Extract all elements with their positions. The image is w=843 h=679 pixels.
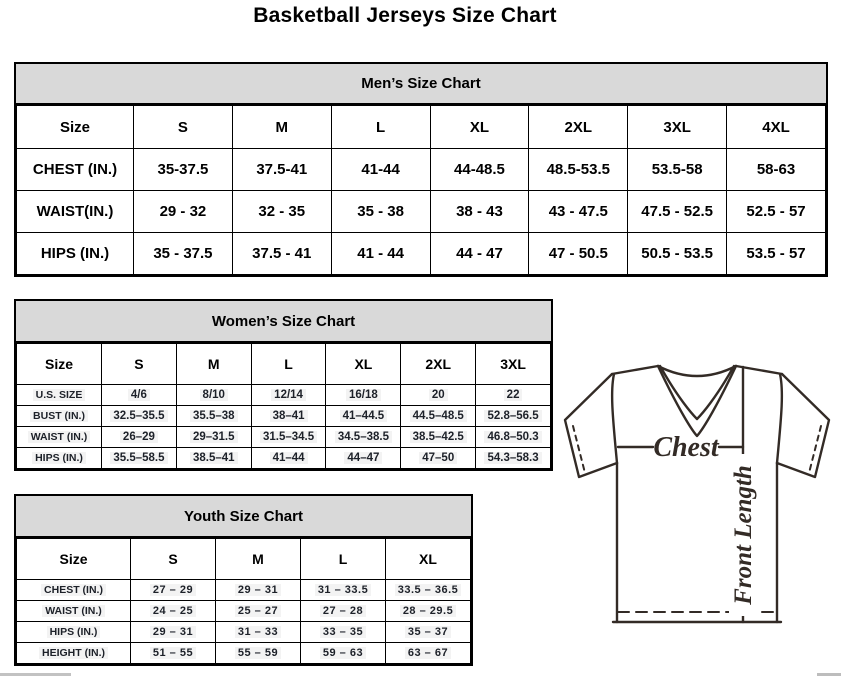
table-cell: [331, 149, 430, 191]
table-cell: [476, 385, 551, 406]
table-cell: [216, 580, 301, 601]
table-cell: [102, 448, 177, 469]
column-header: S: [134, 106, 233, 149]
column-header: S: [131, 539, 216, 580]
column-header: XL: [430, 106, 529, 149]
table-cell: [628, 191, 727, 233]
column-header: XL: [386, 539, 471, 580]
table-cell: [134, 191, 233, 233]
cell-value: 52.8–56.5: [484, 410, 541, 422]
header-row: [17, 539, 471, 580]
cell-value: 44-48.5: [454, 161, 505, 178]
cell-value: 27 – 29: [150, 584, 196, 596]
table-cell: [216, 601, 301, 622]
table-row: [17, 448, 551, 469]
cell-value: 32.5–35.5: [110, 410, 167, 422]
cell-value: 53.5 - 57: [746, 245, 806, 262]
table-cell: [251, 406, 326, 427]
table-row: [17, 233, 826, 275]
mens-size-chart: [14, 62, 828, 277]
table-cell: [102, 427, 177, 448]
table-cell: [529, 149, 628, 191]
horizontal-scrollbar-fragment[interactable]: [0, 673, 71, 676]
cell-value: 44–47: [344, 452, 382, 464]
womens-size-chart: [14, 299, 553, 471]
cell-value: 8/10: [200, 389, 228, 401]
cell-value: 16/18: [346, 389, 381, 401]
table-cell: [529, 233, 628, 275]
cell-value: 35 – 37: [405, 626, 451, 638]
table-cell: [251, 427, 326, 448]
cell-value: 37.5-41: [256, 161, 308, 178]
cell-value: 28 – 29.5: [400, 605, 456, 617]
table-cell: [134, 233, 233, 275]
cell-value: 51 – 55: [150, 647, 196, 659]
header-row: [17, 106, 826, 149]
table-row: [17, 191, 826, 233]
row-label: CHEST (IN.): [41, 584, 106, 596]
jersey-measurement-diagram: [552, 356, 842, 674]
table-cell: [131, 580, 216, 601]
cell-value: 41–44.5: [340, 410, 388, 422]
cell-value: 59 – 63: [320, 647, 366, 659]
row-label: WAIST (IN.): [42, 605, 105, 617]
jersey-shoulder-left: [612, 366, 658, 374]
page-title: Basketball Jerseys Size Chart: [253, 4, 557, 27]
cell-value: 29 – 31: [150, 626, 196, 638]
column-header: 4XL: [727, 106, 826, 149]
row-label-cell: [17, 580, 131, 601]
row-label: WAIST (IN.): [28, 431, 91, 443]
womens-size-table: [16, 343, 551, 469]
table-row: [17, 406, 551, 427]
cell-value: 35 - 38: [357, 203, 404, 220]
cell-value: 25 – 27: [235, 605, 281, 617]
cell-value: 29 - 32: [159, 203, 207, 220]
row-label-cell: [17, 622, 131, 643]
table-cell: [131, 622, 216, 643]
table-cell: [176, 448, 251, 469]
jersey-cuff-left: [573, 426, 585, 473]
table-cell: [216, 622, 301, 643]
table-cell: [727, 191, 826, 233]
table-row: [17, 643, 471, 664]
cell-value: 29–31.5: [190, 431, 238, 443]
table-cell: [430, 191, 529, 233]
table-cell: [401, 406, 476, 427]
cell-value: 55 – 59: [235, 647, 281, 659]
table-cell: [430, 149, 529, 191]
table-row: [17, 427, 551, 448]
cell-value: 33 – 35: [320, 626, 366, 638]
cell-value: 24 – 25: [150, 605, 196, 617]
row-label: HIPS (IN.): [40, 245, 110, 262]
jersey-seam-right: [777, 374, 782, 463]
table-cell: [386, 643, 471, 664]
table-row: [17, 622, 471, 643]
table-cell: [176, 385, 251, 406]
table-cell: [216, 643, 301, 664]
row-label-cell: [17, 601, 131, 622]
column-header: XL: [326, 344, 401, 385]
cell-value: 26–29: [120, 431, 158, 443]
womens-chart-title: Women’s Size Chart: [16, 301, 551, 343]
row-label-cell: [17, 427, 102, 448]
table-cell: [232, 149, 331, 191]
table-row: [17, 149, 826, 191]
row-label-cell: [17, 643, 131, 664]
column-header: 2XL: [529, 106, 628, 149]
cell-value: 35.5–58.5: [110, 452, 167, 464]
column-header: 3XL: [476, 344, 551, 385]
table-cell: [529, 191, 628, 233]
cell-value: 47–50: [419, 452, 457, 464]
cell-value: 44 - 47: [456, 245, 503, 262]
cell-value: 63 – 67: [405, 647, 451, 659]
cell-value: 48.5-53.5: [546, 161, 610, 178]
cell-value: 47 - 50.5: [548, 245, 608, 262]
column-header: Size: [17, 106, 134, 149]
table-cell: [251, 448, 326, 469]
cell-value: 38.5–41: [190, 452, 238, 464]
cell-value: 35.5–38: [190, 410, 238, 422]
table-cell: [301, 580, 386, 601]
table-cell: [386, 601, 471, 622]
cell-value: 31 – 33: [235, 626, 281, 638]
table-row: [17, 385, 551, 406]
table-cell: [386, 580, 471, 601]
youth-chart-title: Youth Size Chart: [16, 496, 471, 538]
table-cell: [134, 149, 233, 191]
cell-value: 54.3–58.3: [484, 452, 541, 464]
table-cell: [232, 233, 331, 275]
column-header: M: [216, 539, 301, 580]
row-label: HIPS (IN.): [32, 452, 86, 464]
column-header: L: [251, 344, 326, 385]
table-cell: [401, 427, 476, 448]
column-header: 3XL: [628, 106, 727, 149]
horizontal-scrollbar-fragment[interactable]: [817, 673, 841, 676]
cell-value: 35 - 37.5: [153, 245, 213, 262]
cell-value: 53.5-58: [651, 161, 703, 178]
cell-value: 32 - 35: [258, 203, 306, 220]
cell-value: 46.8–50.3: [484, 431, 541, 443]
table-cell: [176, 406, 251, 427]
table-cell: [628, 233, 727, 275]
cell-value: 58-63: [756, 161, 796, 178]
table-cell: [131, 601, 216, 622]
youth-size-chart: [14, 494, 473, 666]
table-cell: [301, 622, 386, 643]
column-header: M: [232, 106, 331, 149]
cell-value: 12/14: [271, 389, 306, 401]
cell-value: 43 - 47.5: [548, 203, 608, 220]
table-cell: [401, 448, 476, 469]
cell-value: 31 – 33.5: [315, 584, 371, 596]
column-header: L: [331, 106, 430, 149]
row-label-cell: [17, 191, 134, 233]
cell-value: 34.5–38.5: [335, 431, 392, 443]
column-header: Size: [17, 539, 131, 580]
table-row: [17, 580, 471, 601]
row-label: BUST (IN.): [30, 410, 88, 422]
front-length-label: Front Length: [730, 465, 757, 605]
table-cell: [251, 385, 326, 406]
table-cell: [476, 406, 551, 427]
column-header: M: [176, 344, 251, 385]
cell-value: 52.5 - 57: [746, 203, 806, 220]
cell-value: 38–41: [270, 410, 308, 422]
table-cell: [232, 191, 331, 233]
column-header: L: [301, 539, 386, 580]
row-label: HEIGHT (IN.): [39, 647, 108, 659]
cell-value: 20: [429, 389, 448, 401]
table-cell: [331, 191, 430, 233]
table-cell: [326, 406, 401, 427]
cell-value: 38.5–42.5: [410, 431, 467, 443]
table-cell: [102, 406, 177, 427]
row-label-cell: [17, 385, 102, 406]
row-label: CHEST (IN.): [32, 161, 118, 178]
row-label: U.S. SIZE: [33, 389, 86, 401]
cell-value: 29 – 31: [235, 584, 281, 596]
chest-label: Chest: [653, 432, 719, 463]
cell-value: 47.5 - 52.5: [641, 203, 713, 220]
cell-value: 31.5–34.5: [260, 431, 317, 443]
cell-value: 41–44: [270, 452, 308, 464]
row-label-cell: [17, 149, 134, 191]
table-cell: [476, 448, 551, 469]
table-cell: [727, 149, 826, 191]
header-row: [17, 344, 551, 385]
table-cell: [326, 385, 401, 406]
table-row: [17, 601, 471, 622]
cell-value: 41 - 44: [357, 245, 404, 262]
column-header: 2XL: [401, 344, 476, 385]
table-cell: [401, 385, 476, 406]
table-cell: [476, 427, 551, 448]
table-cell: [331, 233, 430, 275]
cell-value: 33.5 – 36.5: [395, 584, 462, 596]
cell-value: 37.5 - 41: [252, 245, 312, 262]
table-cell: [628, 149, 727, 191]
row-label: WAIST(IN.): [36, 203, 114, 220]
cell-value: 44.5–48.5: [410, 410, 467, 422]
mens-size-table: [16, 105, 826, 275]
table-cell: [131, 643, 216, 664]
cell-value: 38 - 43: [456, 203, 503, 220]
column-header: S: [102, 344, 177, 385]
table-cell: [326, 427, 401, 448]
table-cell: [727, 233, 826, 275]
table-cell: [301, 601, 386, 622]
table-cell: [176, 427, 251, 448]
cell-value: 27 – 28: [320, 605, 366, 617]
cell-value: 35-37.5: [157, 161, 209, 178]
mens-chart-title: Men’s Size Chart: [16, 64, 826, 105]
row-label-cell: [17, 448, 102, 469]
table-cell: [301, 643, 386, 664]
row-label: HIPS (IN.): [47, 626, 101, 638]
jersey-seam-left: [612, 374, 617, 463]
cell-value: 4/6: [128, 389, 150, 401]
jersey-cuff-right: [809, 426, 821, 473]
cell-value: 41-44: [361, 161, 400, 178]
table-cell: [326, 448, 401, 469]
cell-value: 50.5 - 53.5: [641, 245, 713, 262]
row-label-cell: [17, 233, 134, 275]
cell-value: 22: [504, 389, 523, 401]
column-header: Size: [17, 344, 102, 385]
row-label-cell: [17, 406, 102, 427]
table-cell: [386, 622, 471, 643]
jersey-collar-back: [658, 366, 736, 376]
table-cell: [430, 233, 529, 275]
table-cell: [102, 385, 177, 406]
youth-size-table: [16, 538, 471, 664]
